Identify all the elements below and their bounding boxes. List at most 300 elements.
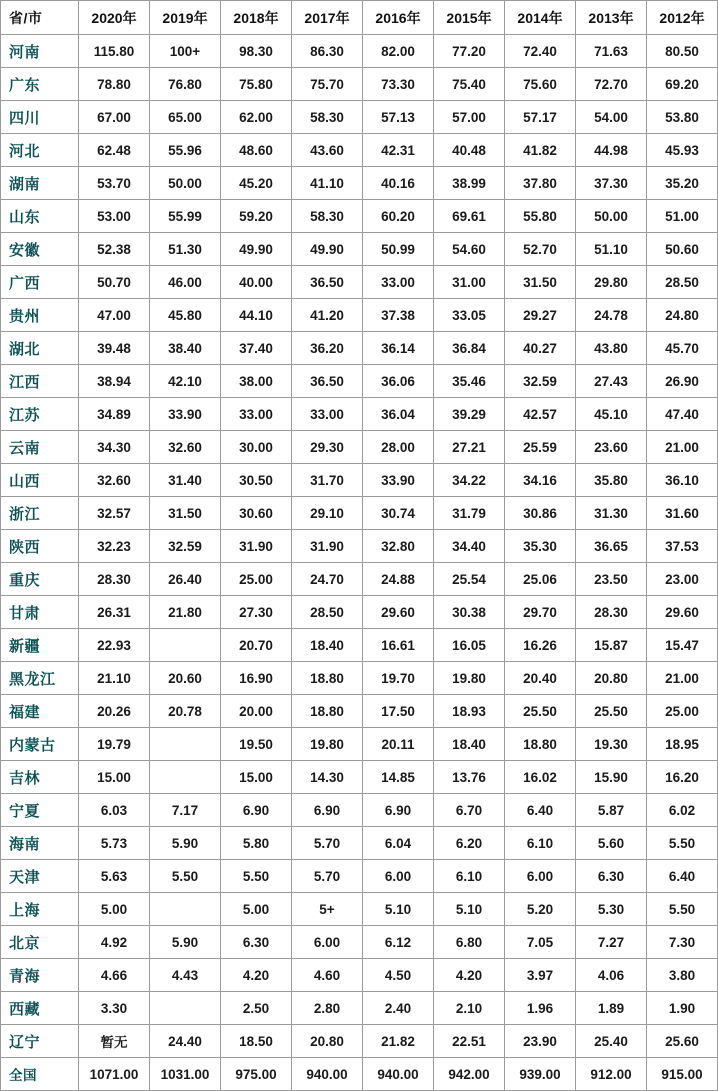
table-cell: 17.50: [363, 695, 434, 728]
table-cell: 25.50: [576, 695, 647, 728]
table-cell: 19.80: [292, 728, 363, 761]
table-cell: 4.06: [576, 959, 647, 992]
table-cell: 15.87: [576, 629, 647, 662]
table-row: [1, 761, 718, 794]
table-cell: 6.90: [221, 794, 292, 827]
table-row: [1, 1025, 718, 1058]
table-cell: 69.61: [434, 200, 505, 233]
table-cell: 40.00: [221, 266, 292, 299]
table-cell: 50.70: [79, 266, 150, 299]
table-cell: 36.10: [647, 464, 718, 497]
table-cell: 22.51: [434, 1025, 505, 1058]
table-header-row: [1, 1, 718, 35]
table-cell: 37.30: [576, 167, 647, 200]
table-cell: [150, 629, 221, 662]
table-cell: 5.00: [221, 893, 292, 926]
table-cell: 942.00: [434, 1058, 505, 1091]
table-cell: 28.30: [576, 596, 647, 629]
table-cell: 37.38: [363, 299, 434, 332]
table-cell: 76.80: [150, 68, 221, 101]
table-cell: 55.96: [150, 134, 221, 167]
table-cell: 6.30: [576, 860, 647, 893]
table-cell: 4.20: [434, 959, 505, 992]
row-label: 新疆: [1, 629, 79, 662]
table-cell: 49.90: [292, 233, 363, 266]
table-row: [1, 695, 718, 728]
table-cell: 20.80: [576, 662, 647, 695]
column-header-2013: 2013年: [576, 1, 647, 35]
table-cell: 19.50: [221, 728, 292, 761]
row-label: 甘肃: [1, 596, 79, 629]
table-cell: 30.60: [221, 497, 292, 530]
row-label: 山西: [1, 464, 79, 497]
table-cell: 29.30: [292, 431, 363, 464]
row-label: 安徽: [1, 233, 79, 266]
table-cell: 5.90: [150, 827, 221, 860]
table-cell: [150, 728, 221, 761]
table-cell: 3.30: [79, 992, 150, 1025]
table-cell: 1.89: [576, 992, 647, 1025]
table-cell: 34.40: [434, 530, 505, 563]
table-cell: 60.20: [363, 200, 434, 233]
table-cell: 44.10: [221, 299, 292, 332]
table-cell: 6.90: [292, 794, 363, 827]
table-cell: 23.50: [576, 563, 647, 596]
table-cell: 34.22: [434, 464, 505, 497]
table-cell: 25.59: [505, 431, 576, 464]
table-cell: 6.04: [363, 827, 434, 860]
table-cell: 82.00: [363, 35, 434, 68]
table-cell: 62.00: [221, 101, 292, 134]
table-cell: 25.00: [647, 695, 718, 728]
table-row: [1, 365, 718, 398]
table-cell: 15.00: [79, 761, 150, 794]
table-cell: 16.05: [434, 629, 505, 662]
table-cell: 48.60: [221, 134, 292, 167]
table-row: [1, 728, 718, 761]
table-cell: 15.47: [647, 629, 718, 662]
table-cell: 30.86: [505, 497, 576, 530]
table-cell: 31.50: [505, 266, 576, 299]
table-cell: 31.90: [221, 530, 292, 563]
table-cell: 32.80: [363, 530, 434, 563]
table-cell: 24.80: [647, 299, 718, 332]
column-header-province: 省/市: [1, 1, 79, 35]
table-row: [1, 926, 718, 959]
row-label: 黑龙江: [1, 662, 79, 695]
table-cell: 35.46: [434, 365, 505, 398]
table-cell: 37.80: [505, 167, 576, 200]
table-cell: 39.29: [434, 398, 505, 431]
table-cell: 4.60: [292, 959, 363, 992]
table-cell: 31.70: [292, 464, 363, 497]
table-cell: 65.00: [150, 101, 221, 134]
table-row: [1, 299, 718, 332]
table-cell: 100+: [150, 35, 221, 68]
table-cell: 24.88: [363, 563, 434, 596]
table-cell: 6.03: [79, 794, 150, 827]
table-cell: 20.78: [150, 695, 221, 728]
table-cell: 29.10: [292, 497, 363, 530]
row-label: 全国: [1, 1058, 79, 1091]
table-row: [1, 893, 718, 926]
table-cell: 42.57: [505, 398, 576, 431]
table-cell: 30.38: [434, 596, 505, 629]
table-row: [1, 530, 718, 563]
table-cell: 26.90: [647, 365, 718, 398]
table-cell: 54.00: [576, 101, 647, 134]
table-cell: 32.23: [79, 530, 150, 563]
table-row: [1, 431, 718, 464]
row-label: 西藏: [1, 992, 79, 1025]
table-cell: 16.61: [363, 629, 434, 662]
row-label: 吉林: [1, 761, 79, 794]
table-row: [1, 200, 718, 233]
row-label: 浙江: [1, 497, 79, 530]
table-cell: 53.80: [647, 101, 718, 134]
table-cell: 38.94: [79, 365, 150, 398]
row-label: 北京: [1, 926, 79, 959]
table-cell: 6.02: [647, 794, 718, 827]
row-label: 云南: [1, 431, 79, 464]
table-cell: 69.20: [647, 68, 718, 101]
table-row: [1, 596, 718, 629]
row-label: 海南: [1, 827, 79, 860]
table-cell: 37.40: [221, 332, 292, 365]
table-cell: 14.30: [292, 761, 363, 794]
table-cell: 57.00: [434, 101, 505, 134]
table-cell: 32.60: [79, 464, 150, 497]
table-cell: 33.05: [434, 299, 505, 332]
table-cell: 20.26: [79, 695, 150, 728]
row-label: 山东: [1, 200, 79, 233]
table-cell: 43.60: [292, 134, 363, 167]
table-cell: 940.00: [292, 1058, 363, 1091]
table-cell: 4.92: [79, 926, 150, 959]
table-cell: 55.99: [150, 200, 221, 233]
table-cell: 45.93: [647, 134, 718, 167]
table-cell: 4.43: [150, 959, 221, 992]
table-cell: 52.70: [505, 233, 576, 266]
table-cell: 35.20: [647, 167, 718, 200]
table-row: [1, 629, 718, 662]
table-cell: 23.60: [576, 431, 647, 464]
table-cell: 5+: [292, 893, 363, 926]
table-cell: 55.80: [505, 200, 576, 233]
table-cell: 5.60: [576, 827, 647, 860]
table-cell: 46.00: [150, 266, 221, 299]
table-cell: 34.16: [505, 464, 576, 497]
table-body: [1, 35, 718, 1091]
table-cell: 18.80: [505, 728, 576, 761]
table-row: [1, 68, 718, 101]
table-cell: 33.00: [363, 266, 434, 299]
table-row: [1, 35, 718, 68]
table-cell: 40.27: [505, 332, 576, 365]
table-cell: 50.00: [150, 167, 221, 200]
table-cell: 47.40: [647, 398, 718, 431]
table-cell: 6.10: [434, 860, 505, 893]
table-cell: 40.16: [363, 167, 434, 200]
table-cell: 16.02: [505, 761, 576, 794]
table-cell: 24.78: [576, 299, 647, 332]
row-label: 陕西: [1, 530, 79, 563]
table-cell: 7.17: [150, 794, 221, 827]
table-cell: 18.40: [434, 728, 505, 761]
table-cell: 32.60: [150, 431, 221, 464]
row-label: 江苏: [1, 398, 79, 431]
table-cell: 24.40: [150, 1025, 221, 1058]
row-label: 河北: [1, 134, 79, 167]
table-cell: 43.80: [576, 332, 647, 365]
table-cell: 2.40: [363, 992, 434, 1025]
table-cell: 41.82: [505, 134, 576, 167]
table-cell: 16.90: [221, 662, 292, 695]
table-cell: 31.50: [150, 497, 221, 530]
table-cell: 62.48: [79, 134, 150, 167]
table-row: [1, 1058, 718, 1091]
table-cell: 6.00: [363, 860, 434, 893]
table-cell: 20.40: [505, 662, 576, 695]
table-cell: 19.30: [576, 728, 647, 761]
table-cell: 14.85: [363, 761, 434, 794]
table-row: [1, 464, 718, 497]
row-label: 辽宁: [1, 1025, 79, 1058]
table-cell: 36.04: [363, 398, 434, 431]
table-cell: 75.60: [505, 68, 576, 101]
table-cell: 16.26: [505, 629, 576, 662]
table-cell: 6.80: [434, 926, 505, 959]
table-cell: 47.00: [79, 299, 150, 332]
table-cell: 1.90: [647, 992, 718, 1025]
table-cell: 38.40: [150, 332, 221, 365]
table-cell: 25.00: [221, 563, 292, 596]
table-cell: 20.60: [150, 662, 221, 695]
table-cell: 1.96: [505, 992, 576, 1025]
column-header-2018: 2018年: [221, 1, 292, 35]
row-label: 广西: [1, 266, 79, 299]
table-cell: 58.30: [292, 101, 363, 134]
table-cell: 41.20: [292, 299, 363, 332]
table-cell: 36.14: [363, 332, 434, 365]
table-cell: 7.27: [576, 926, 647, 959]
table-cell: [150, 893, 221, 926]
table-cell: 5.90: [150, 926, 221, 959]
table-cell: 975.00: [221, 1058, 292, 1091]
table-cell: 33.90: [363, 464, 434, 497]
table-cell: 36.06: [363, 365, 434, 398]
table-cell: 53.00: [79, 200, 150, 233]
table-row: [1, 101, 718, 134]
table-cell: 72.70: [576, 68, 647, 101]
table-cell: 1071.00: [79, 1058, 150, 1091]
table-cell: 57.17: [505, 101, 576, 134]
table-cell: 29.80: [576, 266, 647, 299]
table-cell: 45.70: [647, 332, 718, 365]
table-cell: 18.50: [221, 1025, 292, 1058]
table-cell: 31.90: [292, 530, 363, 563]
row-label: 内蒙古: [1, 728, 79, 761]
table-cell: 36.20: [292, 332, 363, 365]
table-cell: 45.10: [576, 398, 647, 431]
table-cell: 19.70: [363, 662, 434, 695]
table-cell: 77.20: [434, 35, 505, 68]
table-cell: 75.80: [221, 68, 292, 101]
table-cell: 30.50: [221, 464, 292, 497]
table-cell: 35.80: [576, 464, 647, 497]
table-cell: 50.00: [576, 200, 647, 233]
table-cell: 41.10: [292, 167, 363, 200]
table-cell: 29.70: [505, 596, 576, 629]
table-cell: 6.40: [505, 794, 576, 827]
row-label: 福建: [1, 695, 79, 728]
row-label: 重庆: [1, 563, 79, 596]
table-cell: 20.00: [221, 695, 292, 728]
table-cell: 98.30: [221, 35, 292, 68]
table-cell: 18.95: [647, 728, 718, 761]
table-cell: 28.50: [647, 266, 718, 299]
table-row: [1, 794, 718, 827]
row-label: 河南: [1, 35, 79, 68]
table-cell: 86.30: [292, 35, 363, 68]
row-label: 湖北: [1, 332, 79, 365]
table-cell: 32.57: [79, 497, 150, 530]
table-row: [1, 563, 718, 596]
table-cell: 31.40: [150, 464, 221, 497]
table-cell: 115.80: [79, 35, 150, 68]
table-cell: 暂无: [79, 1025, 150, 1058]
table-cell: 21.00: [647, 431, 718, 464]
table-cell: 6.10: [505, 827, 576, 860]
table-row: [1, 332, 718, 365]
table-row: [1, 233, 718, 266]
table-cell: 6.12: [363, 926, 434, 959]
table-cell: 33.90: [150, 398, 221, 431]
table-cell: 6.40: [647, 860, 718, 893]
table-row: [1, 827, 718, 860]
table-cell: 29.60: [363, 596, 434, 629]
table-cell: 26.40: [150, 563, 221, 596]
table-cell: 29.60: [647, 596, 718, 629]
table-cell: 20.70: [221, 629, 292, 662]
table-cell: 7.05: [505, 926, 576, 959]
table-row: [1, 959, 718, 992]
table-cell: 45.80: [150, 299, 221, 332]
column-header-2017: 2017年: [292, 1, 363, 35]
table-cell: 72.40: [505, 35, 576, 68]
table-cell: 36.50: [292, 266, 363, 299]
table-cell: 4.20: [221, 959, 292, 992]
table-cell: 5.00: [79, 893, 150, 926]
table-cell: 32.59: [150, 530, 221, 563]
table-cell: 32.59: [505, 365, 576, 398]
column-header-2016: 2016年: [363, 1, 434, 35]
row-label: 青海: [1, 959, 79, 992]
table-cell: 59.20: [221, 200, 292, 233]
table-cell: 18.80: [292, 695, 363, 728]
table-cell: 33.00: [292, 398, 363, 431]
table-cell: 49.90: [221, 233, 292, 266]
table-cell: 15.90: [576, 761, 647, 794]
table-cell: 2.10: [434, 992, 505, 1025]
table-cell: 5.30: [576, 893, 647, 926]
table-cell: 2.80: [292, 992, 363, 1025]
table-row: [1, 662, 718, 695]
table-cell: 75.70: [292, 68, 363, 101]
table-cell: 51.00: [647, 200, 718, 233]
table-cell: 25.06: [505, 563, 576, 596]
table-cell: 21.82: [363, 1025, 434, 1058]
table-cell: 33.00: [221, 398, 292, 431]
table-cell: 5.70: [292, 860, 363, 893]
table-cell: 5.50: [647, 827, 718, 860]
column-header-2019: 2019年: [150, 1, 221, 35]
table-cell: 25.60: [647, 1025, 718, 1058]
table-cell: 3.80: [647, 959, 718, 992]
table-cell: 18.40: [292, 629, 363, 662]
table-cell: 27.21: [434, 431, 505, 464]
table-row: [1, 497, 718, 530]
row-label: 贵州: [1, 299, 79, 332]
table-cell: 6.30: [221, 926, 292, 959]
table-cell: 31.79: [434, 497, 505, 530]
table-cell: 30.00: [221, 431, 292, 464]
table-cell: 6.20: [434, 827, 505, 860]
table-cell: 75.40: [434, 68, 505, 101]
table-cell: 18.93: [434, 695, 505, 728]
table-cell: 52.38: [79, 233, 150, 266]
table-cell: 912.00: [576, 1058, 647, 1091]
row-label: 江西: [1, 365, 79, 398]
table-cell: 5.50: [150, 860, 221, 893]
table-cell: 31.60: [647, 497, 718, 530]
table-cell: 19.79: [79, 728, 150, 761]
table-cell: 16.20: [647, 761, 718, 794]
table-cell: 78.80: [79, 68, 150, 101]
table-cell: 20.11: [363, 728, 434, 761]
table-cell: 4.66: [79, 959, 150, 992]
table-cell: 21.00: [647, 662, 718, 695]
row-label: 天津: [1, 860, 79, 893]
table-cell: 22.93: [79, 629, 150, 662]
table-cell: 2.50: [221, 992, 292, 1025]
table-cell: 21.10: [79, 662, 150, 695]
table-cell: 73.30: [363, 68, 434, 101]
table-cell: 23.90: [505, 1025, 576, 1058]
table-cell: 50.99: [363, 233, 434, 266]
table-cell: 18.80: [292, 662, 363, 695]
table-cell: 27.43: [576, 365, 647, 398]
row-label: 四川: [1, 101, 79, 134]
table-cell: 21.80: [150, 596, 221, 629]
table-cell: 15.00: [221, 761, 292, 794]
table-cell: 34.89: [79, 398, 150, 431]
table-cell: 45.20: [221, 167, 292, 200]
table-cell: 25.54: [434, 563, 505, 596]
table-cell: 38.99: [434, 167, 505, 200]
table-cell: 25.40: [576, 1025, 647, 1058]
table-cell: 36.65: [576, 530, 647, 563]
table-cell: 38.00: [221, 365, 292, 398]
table-cell: 50.60: [647, 233, 718, 266]
table-cell: 25.50: [505, 695, 576, 728]
table-cell: [150, 992, 221, 1025]
table-cell: 1031.00: [150, 1058, 221, 1091]
table-cell: 3.97: [505, 959, 576, 992]
table-cell: 6.00: [505, 860, 576, 893]
column-header-2020: 2020年: [79, 1, 150, 35]
row-label: 广东: [1, 68, 79, 101]
